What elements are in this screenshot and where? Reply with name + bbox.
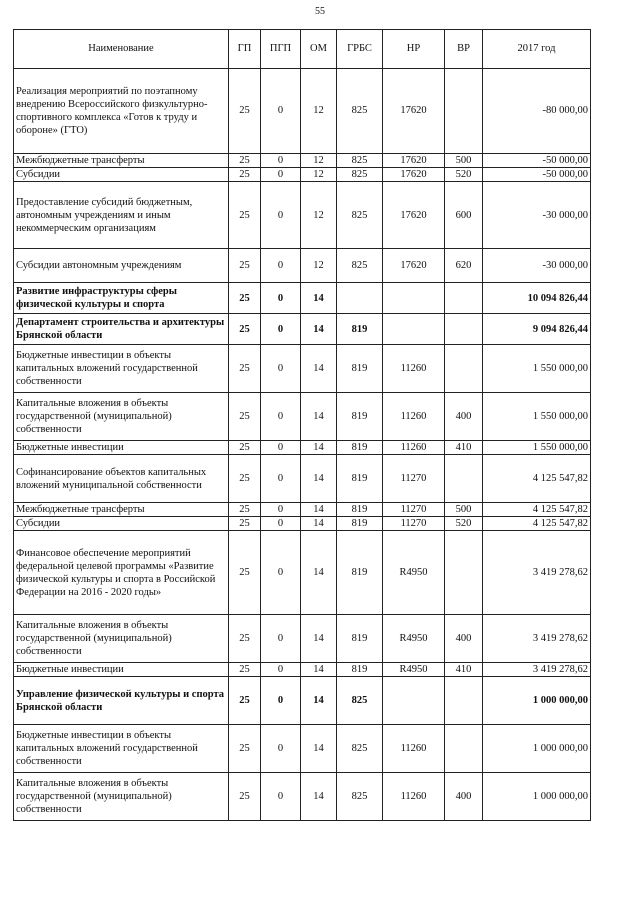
table-row	[14, 455, 591, 503]
row-amount: 9 094 826,44	[483, 314, 591, 345]
row-name: Капитальные вложения в объекты государственной (муниципальной) собственности	[14, 615, 229, 663]
row-om: 14	[301, 725, 337, 773]
row-amount: -50 000,00	[483, 154, 591, 168]
row-np: R4950	[383, 615, 445, 663]
row-om: 14	[301, 345, 337, 393]
row-amount: 10 094 826,44	[483, 283, 591, 314]
row-vr	[445, 455, 483, 503]
row-vr: 520	[445, 517, 483, 531]
row-pgp: 0	[261, 393, 301, 441]
row-amount: 1 000 000,00	[483, 725, 591, 773]
row-gp: 25	[229, 531, 261, 615]
table-row	[14, 168, 591, 182]
row-om: 14	[301, 455, 337, 503]
table-row	[14, 69, 591, 154]
row-name: Бюджетные инвестиции в объекты капитальных вложений государственной собственности	[14, 725, 229, 773]
row-amount: 4 125 547,82	[483, 503, 591, 517]
row-np: 11270	[383, 517, 445, 531]
header-om: ОМ	[301, 30, 337, 69]
header-vr: ВР	[445, 30, 483, 69]
row-gp: 25	[229, 677, 261, 725]
row-np: 17620	[383, 168, 445, 182]
row-amount: 4 125 547,82	[483, 455, 591, 503]
row-name: Субсидии	[14, 517, 229, 531]
page-number: 55	[315, 6, 325, 17]
table-row	[14, 615, 591, 663]
row-grbs	[337, 283, 383, 314]
row-grbs: 825	[337, 725, 383, 773]
row-gp: 25	[229, 517, 261, 531]
row-om: 14	[301, 283, 337, 314]
row-grbs: 819	[337, 663, 383, 677]
row-name: Субсидии	[14, 168, 229, 182]
row-om: 14	[301, 314, 337, 345]
row-np: 11260	[383, 345, 445, 393]
row-gp: 25	[229, 663, 261, 677]
row-np: 11270	[383, 455, 445, 503]
row-grbs: 819	[337, 441, 383, 455]
row-vr: 520	[445, 168, 483, 182]
row-pgp: 0	[261, 283, 301, 314]
row-amount: 1 550 000,00	[483, 441, 591, 455]
table-row	[14, 503, 591, 517]
row-vr: 400	[445, 615, 483, 663]
header-gp: ГП	[229, 30, 261, 69]
row-vr: 410	[445, 441, 483, 455]
row-pgp: 0	[261, 615, 301, 663]
row-name: Развитие инфраструктуры сферы физической культуры и спорта	[14, 283, 229, 314]
row-np	[383, 314, 445, 345]
table-row	[14, 441, 591, 455]
row-name: Департамент строительства и архитектуры Брянской области	[14, 314, 229, 345]
row-np: 11270	[383, 503, 445, 517]
table-row	[14, 283, 591, 314]
row-amount: 3 419 278,62	[483, 615, 591, 663]
row-grbs: 819	[337, 393, 383, 441]
row-vr	[445, 69, 483, 154]
row-name: Субсидии автономным учреждениям	[14, 249, 229, 283]
row-vr: 400	[445, 393, 483, 441]
row-name: Капитальные вложения в объекты государственной (муниципальной) собственности	[14, 393, 229, 441]
row-gp: 25	[229, 69, 261, 154]
row-np: 11260	[383, 773, 445, 821]
row-name: Реализация мероприятий по поэтапному внедрению Всероссийского физкультурно-спортивного комплекса «Готов к труду и обороне» (ГТО)	[14, 69, 229, 154]
table-row	[14, 393, 591, 441]
row-name: Предоставление субсидий бюджетным, автономным учреждениям и иным некоммерческим организациям	[14, 182, 229, 249]
row-np: 17620	[383, 182, 445, 249]
row-om: 14	[301, 531, 337, 615]
row-om: 12	[301, 182, 337, 249]
row-gp: 25	[229, 441, 261, 455]
row-om: 14	[301, 503, 337, 517]
row-np: R4950	[383, 531, 445, 615]
row-name: Межбюджетные трансферты	[14, 154, 229, 168]
row-name: Бюджетные инвестиции	[14, 441, 229, 455]
row-vr	[445, 314, 483, 345]
row-gp: 25	[229, 393, 261, 441]
row-om: 14	[301, 441, 337, 455]
row-om: 14	[301, 677, 337, 725]
row-vr: 600	[445, 182, 483, 249]
row-om: 12	[301, 249, 337, 283]
row-om: 14	[301, 663, 337, 677]
row-om: 12	[301, 154, 337, 168]
header-grbs: ГРБС	[337, 30, 383, 69]
row-np: 17620	[383, 249, 445, 283]
row-name: Финансовое обеспечение мероприятий федеральной целевой программы «Развитие физической культуры и спорта в Российской Федерации на 2016 - 2020 годы»	[14, 531, 229, 615]
row-pgp: 0	[261, 249, 301, 283]
header-np: НР	[383, 30, 445, 69]
row-vr	[445, 677, 483, 725]
row-gp: 25	[229, 615, 261, 663]
row-amount: -30 000,00	[483, 182, 591, 249]
row-np	[383, 677, 445, 725]
row-amount: 1 000 000,00	[483, 773, 591, 821]
row-pgp: 0	[261, 503, 301, 517]
row-amount: 1 000 000,00	[483, 677, 591, 725]
row-gp: 25	[229, 345, 261, 393]
row-om: 12	[301, 69, 337, 154]
row-pgp: 0	[261, 773, 301, 821]
row-gp: 25	[229, 249, 261, 283]
row-pgp: 0	[261, 441, 301, 455]
table-row	[14, 663, 591, 677]
table-row	[14, 677, 591, 725]
table-row	[14, 314, 591, 345]
row-gp: 25	[229, 455, 261, 503]
row-grbs: 819	[337, 503, 383, 517]
row-np: 17620	[383, 69, 445, 154]
row-grbs: 819	[337, 345, 383, 393]
row-amount: -50 000,00	[483, 168, 591, 182]
row-vr: 400	[445, 773, 483, 821]
row-pgp: 0	[261, 517, 301, 531]
row-pgp: 0	[261, 182, 301, 249]
row-grbs: 825	[337, 168, 383, 182]
row-np: 11260	[383, 393, 445, 441]
row-om: 14	[301, 773, 337, 821]
row-gp: 25	[229, 314, 261, 345]
row-gp: 25	[229, 503, 261, 517]
row-grbs: 819	[337, 615, 383, 663]
row-pgp: 0	[261, 345, 301, 393]
row-pgp: 0	[261, 725, 301, 773]
row-name: Бюджетные инвестиции в объекты капитальных вложений государственной собственности	[14, 345, 229, 393]
row-amount: 1 550 000,00	[483, 393, 591, 441]
row-om: 14	[301, 615, 337, 663]
row-name: Межбюджетные трансферты	[14, 503, 229, 517]
header-year: 2017 год	[483, 30, 591, 69]
table-row	[14, 249, 591, 283]
row-om: 14	[301, 517, 337, 531]
row-pgp: 0	[261, 531, 301, 615]
row-vr: 620	[445, 249, 483, 283]
row-pgp: 0	[261, 663, 301, 677]
row-gp: 25	[229, 283, 261, 314]
row-np: 17620	[383, 154, 445, 168]
row-np: 11260	[383, 441, 445, 455]
row-np: R4950	[383, 663, 445, 677]
row-grbs: 825	[337, 154, 383, 168]
table-row	[14, 345, 591, 393]
row-pgp: 0	[261, 69, 301, 154]
row-amount: -30 000,00	[483, 249, 591, 283]
row-grbs: 825	[337, 69, 383, 154]
row-pgp: 0	[261, 168, 301, 182]
row-vr: 500	[445, 154, 483, 168]
row-amount: -80 000,00	[483, 69, 591, 154]
row-om: 12	[301, 168, 337, 182]
row-grbs: 825	[337, 773, 383, 821]
row-grbs: 819	[337, 531, 383, 615]
row-vr	[445, 531, 483, 615]
row-vr	[445, 283, 483, 314]
table-row	[14, 725, 591, 773]
row-grbs: 819	[337, 314, 383, 345]
row-grbs: 825	[337, 182, 383, 249]
row-gp: 25	[229, 168, 261, 182]
row-pgp: 0	[261, 455, 301, 503]
row-np: 11260	[383, 725, 445, 773]
table-header-row	[14, 30, 591, 69]
table-row	[14, 182, 591, 249]
row-name: Управление физической культуры и спорта Брянской области	[14, 677, 229, 725]
row-pgp: 0	[261, 677, 301, 725]
row-gp: 25	[229, 182, 261, 249]
row-name: Софинансирование объектов капитальных вложений муниципальной собственности	[14, 455, 229, 503]
row-pgp: 0	[261, 154, 301, 168]
header-pgp: ПГП	[261, 30, 301, 69]
row-vr: 500	[445, 503, 483, 517]
budget-table	[13, 29, 591, 821]
row-amount: 4 125 547,82	[483, 517, 591, 531]
table-row	[14, 154, 591, 168]
row-grbs: 825	[337, 249, 383, 283]
row-om: 14	[301, 393, 337, 441]
row-name: Бюджетные инвестиции	[14, 663, 229, 677]
row-grbs: 819	[337, 517, 383, 531]
row-amount: 3 419 278,62	[483, 663, 591, 677]
row-vr	[445, 345, 483, 393]
row-gp: 25	[229, 154, 261, 168]
row-np	[383, 283, 445, 314]
row-amount: 3 419 278,62	[483, 531, 591, 615]
row-grbs: 819	[337, 455, 383, 503]
row-gp: 25	[229, 725, 261, 773]
table-row	[14, 773, 591, 821]
row-vr: 410	[445, 663, 483, 677]
row-vr	[445, 725, 483, 773]
row-grbs: 825	[337, 677, 383, 725]
header-name: Наименование	[14, 30, 229, 69]
row-amount: 1 550 000,00	[483, 345, 591, 393]
row-gp: 25	[229, 773, 261, 821]
row-name: Капитальные вложения в объекты государственной (муниципальной) собственности	[14, 773, 229, 821]
table-row	[14, 517, 591, 531]
table-row	[14, 531, 591, 615]
row-pgp: 0	[261, 314, 301, 345]
